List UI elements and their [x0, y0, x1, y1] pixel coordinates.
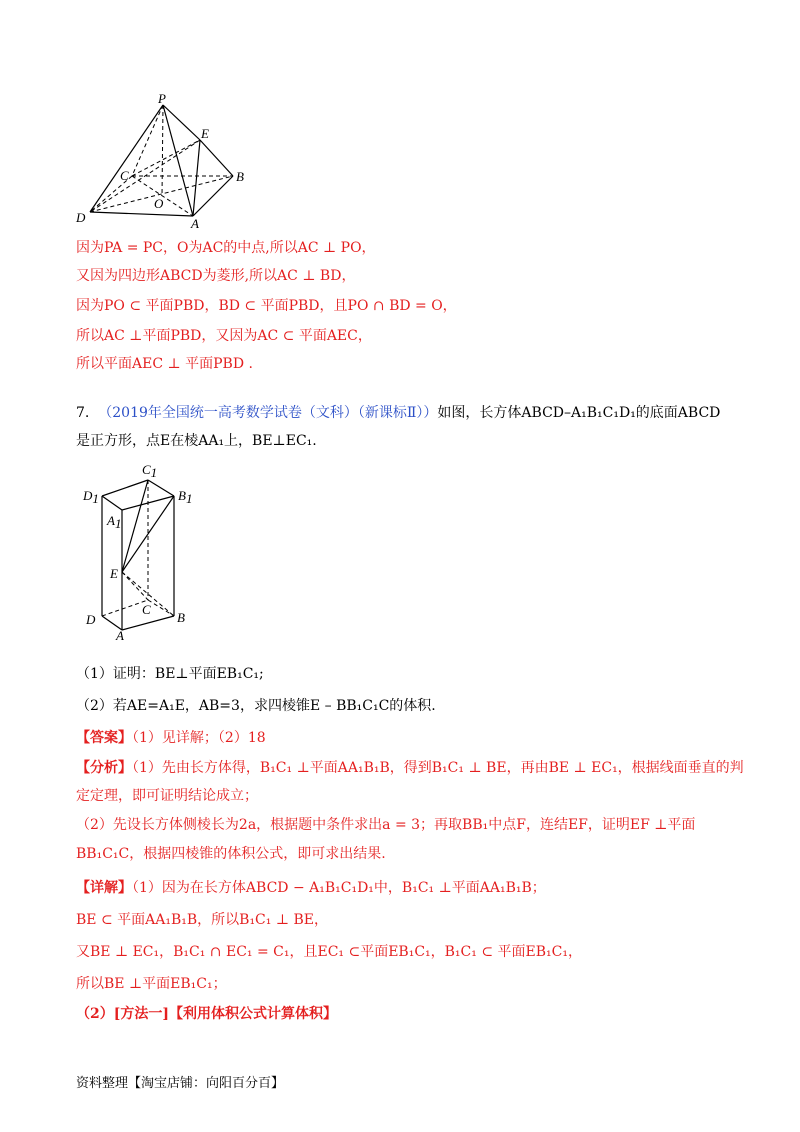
detail-line-5: （2）[方法一]【利用体积公式计算体积】: [76, 1006, 337, 1022]
detail-tag: 【详解】: [76, 880, 132, 896]
label-B1: B1: [178, 488, 193, 506]
label-C1: C1: [142, 462, 158, 480]
problem-stem-2: 是正方形，点E在棱AA₁上，BE⊥EC₁.: [76, 433, 317, 449]
answer-tag: 【答案】: [76, 730, 132, 746]
analysis-line-2: 定定理，即可证明结论成立；: [76, 788, 258, 804]
label-E: E: [110, 566, 118, 581]
label-D1: D1: [83, 488, 99, 506]
question-2: （2）若AE=A₁E，AB=3，求四棱锥E – BB₁C₁C的体积.: [76, 698, 436, 714]
pyramid-figure: [70, 92, 260, 232]
label-B: B: [236, 169, 244, 184]
label-A1: A1: [107, 513, 122, 531]
detail-line-1: 【详解】（1）因为在长方体ABCD − A₁B₁C₁D₁中，B₁C₁ ⊥平面AA₁B₁B；: [76, 880, 546, 896]
problem-number: 7.: [76, 405, 90, 421]
answer-line: [76, 728, 266, 748]
analysis-tag: 【分析】: [76, 760, 132, 776]
problem-stem-1: 如图，长方体ABCD–A₁B₁C₁D₁的底面ABCD: [437, 405, 721, 421]
proof1-line-2: 又因为四边形ABCD为菱形,所以AC ⊥ BD，: [76, 268, 356, 284]
label-E: E: [201, 126, 209, 141]
cuboid-figure: [80, 462, 200, 640]
answer-text: （1）见详解；（2）18: [132, 730, 266, 746]
label-D: D: [76, 210, 86, 225]
label-A: A: [116, 628, 124, 640]
analysis-line-4: BB₁C₁C，根据四棱锥的体积公式，即可求出结果.: [76, 846, 386, 862]
label-B: B: [177, 610, 185, 625]
problem7-line-1: [76, 403, 720, 423]
detail-line-4: 所以BE ⊥平面EB₁C₁；: [76, 976, 227, 992]
proof1-line-1: 因为PA = PC，O为AC的中点,所以AC ⊥ PO，: [76, 240, 376, 256]
label-O: O: [154, 196, 164, 211]
analysis-line-1: 【分析】（1）先由长方体得，B₁C₁ ⊥平面AA₁B₁B，得到B₁C₁ ⊥ BE，再由BE ⊥ EC₁，根据线面垂直的判: [76, 760, 744, 776]
proof1-line-3: 因为PO ⊂ 平面PBD，BD ⊂ 平面PBD，且PO ∩ BD = O，: [76, 298, 457, 314]
label-P: P: [158, 92, 166, 106]
detail-line-2: BE ⊂ 平面AA₁B₁B，所以B₁C₁ ⊥ BE，: [76, 912, 328, 928]
label-C: C: [142, 602, 151, 617]
detail-line-3: 又BE ⊥ EC₁，B₁C₁ ∩ EC₁ = C₁，且EC₁ ⊂平面EB₁C₁，B₁C₁ ⊂ 平面EB₁C₁，: [76, 944, 582, 960]
proof1-line-5: 所以平面AEC ⊥ 平面PBD .: [76, 356, 253, 372]
problem-source: （2019年全国统一高考数学试卷（文科）（新课标Ⅱ））: [98, 405, 438, 421]
question-1: （1）证明：BE⊥平面EB₁C₁;: [76, 666, 264, 682]
label-D: D: [86, 612, 96, 627]
label-C: C: [120, 168, 129, 183]
analysis-line-3: （2）先设长方体侧棱长为2a，根据题中条件求出a = 3；再取BB₁中点F，连结EF，证明EF ⊥平面: [76, 817, 696, 833]
label-A: A: [191, 216, 199, 231]
page-footer: 资料整理【淘宝店铺：向阳百分百】: [76, 1076, 285, 1091]
proof1-line-4: 所以AC ⊥平面PBD，又因为AC ⊂ 平面AEC，: [76, 328, 372, 344]
